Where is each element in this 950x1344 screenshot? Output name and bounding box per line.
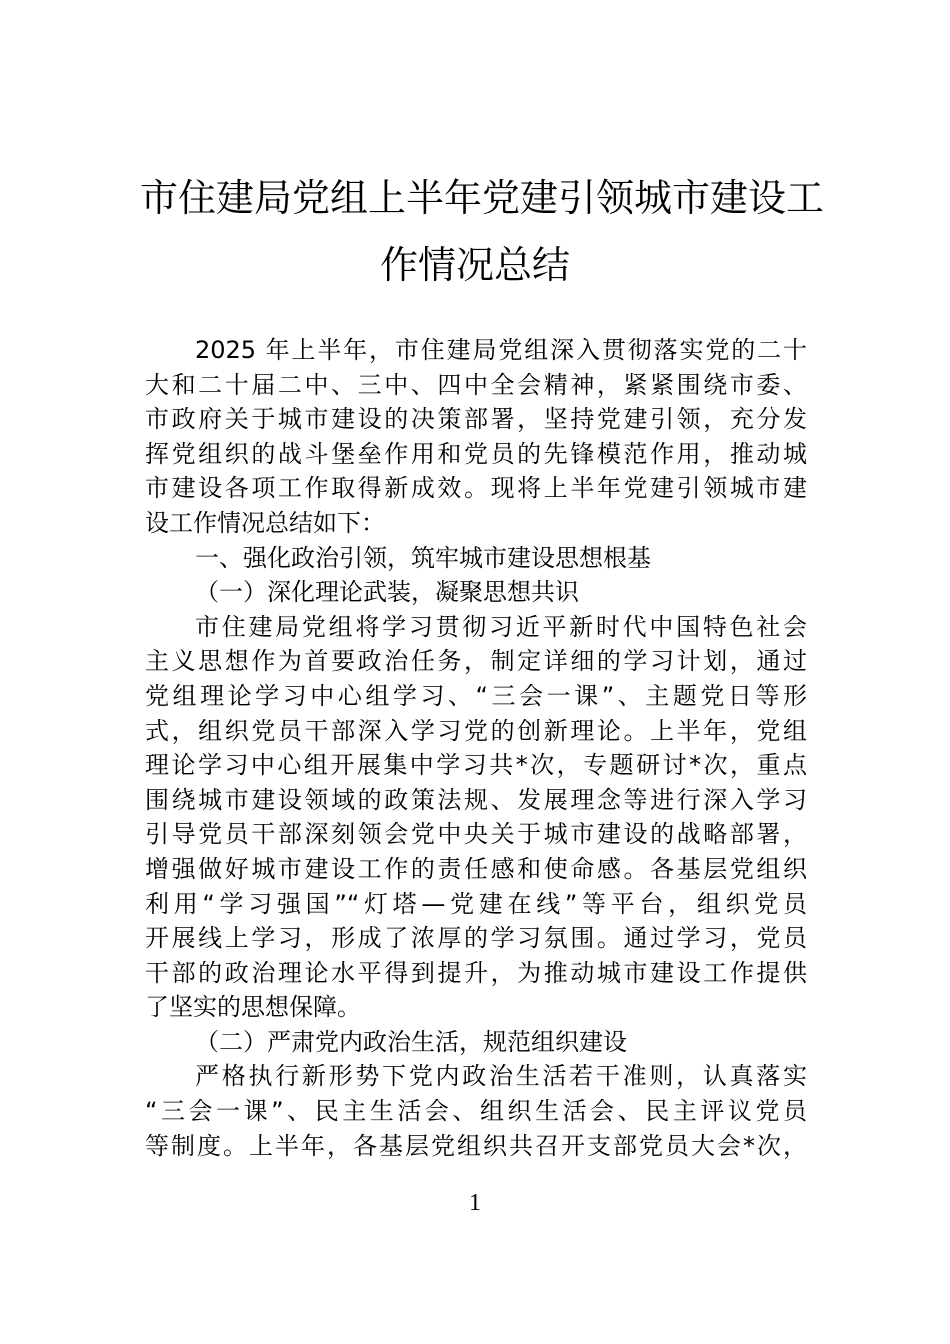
paragraph-line: 利用“学习强国”“灯塔—党建在线”等平台，组织党员 (145, 889, 807, 918)
paragraph-line: “三会一课”、民主生活会、组织生活会、民主评议党员 (145, 1097, 807, 1126)
paragraph-line: 市政府关于城市建设的决策部署，坚持党建引领，充分发 (145, 405, 807, 434)
paragraph-line: 增强做好城市建设工作的责任感和使命感。各基层党组织 (145, 854, 807, 883)
document-title-line-2: 作情况总结 (379, 243, 570, 287)
paragraph-line: 2025 年上半年，市住建局党组深入贯彻落实党的二十 (195, 336, 807, 364)
paragraph-line: 了坚实的思想保障。 (145, 993, 361, 1022)
paragraph-line: 等制度。上半年，各基层党组织共召开支部党员大会*次， (145, 1131, 807, 1160)
paragraph-line: 开展线上学习，形成了浓厚的学习氛围。通过学习，党员 (145, 924, 807, 953)
document-title-line-1: 市住建局党组上半年党建引领城市建设工 (140, 176, 825, 220)
paragraph-line: 干部的政治理论水平得到提升，为推动城市建设工作提供 (145, 958, 807, 987)
paragraph-line: 大和二十届二中、三中、四中全会精神，紧紧围绕市委、 (145, 370, 807, 399)
paragraph-line: 式，组织党员干部深入学习党的创新理论。上半年，党组 (145, 716, 807, 745)
paragraph-line: 围绕城市建设领域的政策法规、发展理念等进行深入学习 (145, 785, 807, 814)
paragraph-line: 严格执行新形势下党内政治生活若干准则，认真落实 (195, 1062, 807, 1091)
paragraph-line: 设工作情况总结如下： (145, 508, 385, 537)
section-heading: 一、强化政治引领，筑牢城市建设思想根基 (195, 543, 651, 572)
paragraph-line: 挥党组织的战斗堡垒作用和党员的先锋模范作用，推动城 (145, 439, 807, 468)
document-body (145, 333, 807, 1163)
subsection-heading: （一）深化理论武装，凝聚思想共识 (195, 578, 579, 607)
paragraph-line: 引导党员干部深刻领会党中央关于城市建设的战略部署， (145, 820, 807, 849)
paragraph-line: 市住建局党组将学习贯彻习近平新时代中国特色社会 (195, 612, 807, 641)
paragraph-line: 党组理论学习中心组学习、“三会一课”、主题党日等形 (145, 681, 807, 710)
page-number: 1 (469, 1190, 481, 1216)
paragraph-line: 市建设各项工作取得新成效。现将上半年党建引领城市建 (145, 474, 807, 503)
paragraph-line: 主义思想作为首要政治任务，制定详细的学习计划，通过 (145, 647, 807, 676)
subsection-heading: （二）严肃党内政治生活，规范组织建设 (195, 1027, 627, 1056)
paragraph-line: 理论学习中心组开展集中学习共*次，专题研讨*次，重点 (145, 751, 807, 780)
